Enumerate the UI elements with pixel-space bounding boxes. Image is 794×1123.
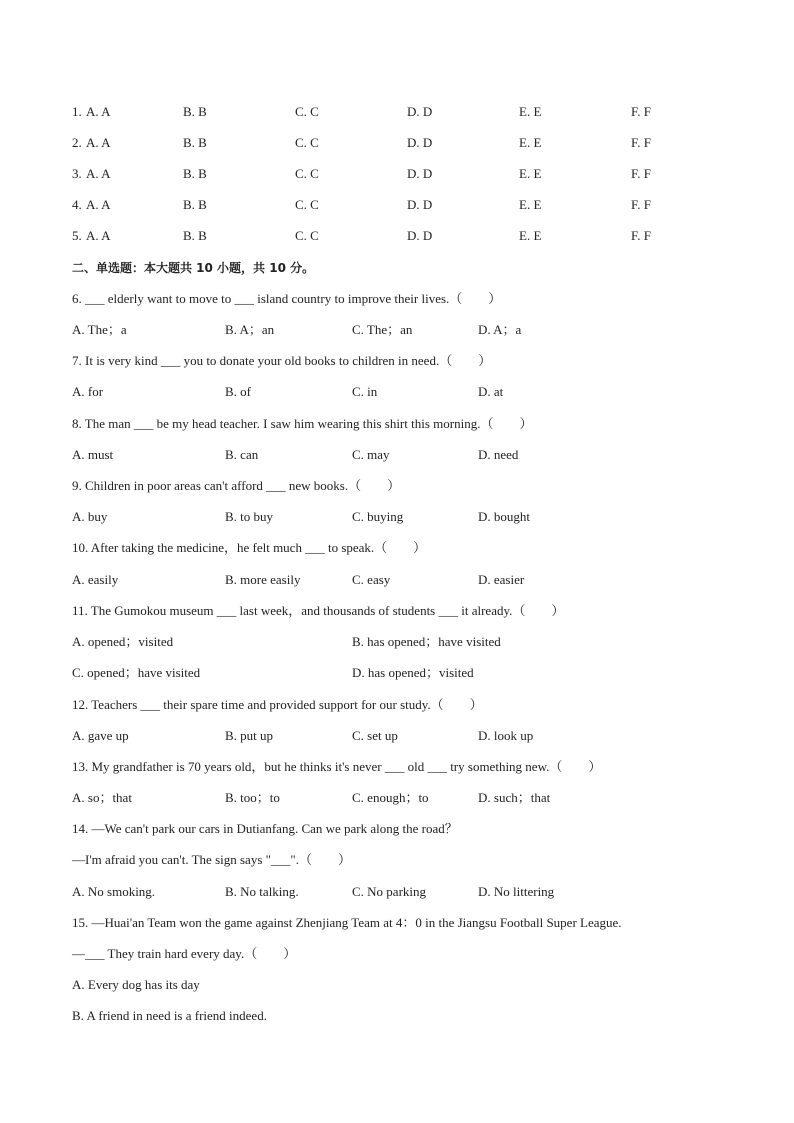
option-d[interactable]: D. D bbox=[407, 166, 433, 181]
option-f[interactable]: F. F bbox=[631, 135, 651, 150]
option-a[interactable]: A. A bbox=[86, 166, 111, 181]
option-e[interactable]: E. E bbox=[519, 197, 542, 212]
option-d[interactable]: D. has opened；visited bbox=[352, 665, 474, 680]
answer-row-number: 3. bbox=[72, 166, 82, 181]
question-10-options bbox=[72, 572, 754, 588]
option-c[interactable]: C. enough；to bbox=[352, 790, 429, 805]
question-13-stem: 13. My grandfather is 70 years old，but he thinks it's never ___ old ___ try something new.（ ） bbox=[72, 759, 602, 774]
option-b[interactable]: B. B bbox=[183, 135, 207, 150]
option-f[interactable]: F. F bbox=[631, 104, 651, 119]
option-a[interactable]: A. A bbox=[86, 197, 111, 212]
option-c[interactable]: C. C bbox=[295, 166, 319, 181]
option-c[interactable]: C. C bbox=[295, 104, 319, 119]
option-b[interactable]: B. B bbox=[183, 166, 207, 181]
question-15-stem: 15. —Huai'an Team won the game against Zhenjiang Team at 4：0 in the Jiangsu Football Super League. bbox=[72, 915, 622, 930]
option-b[interactable]: B. B bbox=[183, 228, 207, 243]
question-9-stem: 9. Children in poor areas can't afford ___ new books.（ ） bbox=[72, 478, 401, 493]
option-b[interactable]: B. put up bbox=[225, 728, 274, 743]
option-b[interactable]: B. can bbox=[225, 447, 259, 462]
option-a[interactable]: A. so；that bbox=[72, 790, 132, 805]
option-c[interactable]: C. opened；have visited bbox=[72, 665, 201, 680]
option-b[interactable]: B. B bbox=[183, 197, 207, 212]
answer-row-2 bbox=[72, 135, 754, 151]
option-f[interactable]: F. F bbox=[631, 166, 651, 181]
question-11-options-row-2 bbox=[72, 665, 754, 681]
option-e[interactable]: E. E bbox=[519, 228, 542, 243]
option-a[interactable]: A. for bbox=[72, 384, 104, 399]
question-8-options bbox=[72, 447, 754, 463]
option-f[interactable]: F. F bbox=[631, 228, 651, 243]
option-e[interactable]: E. E bbox=[519, 135, 542, 150]
option-d[interactable]: D. D bbox=[407, 135, 433, 150]
question-6-stem: 6. ___ elderly want to move to ___ island country to improve their lives.（ ） bbox=[72, 291, 502, 306]
option-c[interactable]: C. The；an bbox=[352, 322, 413, 337]
option-b[interactable]: B. B bbox=[183, 104, 207, 119]
option-b[interactable]: B. A friend in need is a friend indeed. bbox=[72, 1008, 267, 1023]
option-f[interactable]: F. F bbox=[631, 197, 651, 212]
option-c[interactable]: C. C bbox=[295, 135, 319, 150]
question-15-stem-response: —___ They train hard every day.（ ） bbox=[72, 946, 297, 961]
option-d[interactable]: D. bought bbox=[478, 509, 530, 524]
option-a[interactable]: A. buy bbox=[72, 509, 108, 524]
question-10-stem: 10. After taking the medicine，he felt much ___ to speak.（ ） bbox=[72, 540, 427, 555]
option-b[interactable]: B. has opened；have visited bbox=[352, 634, 501, 649]
option-b[interactable]: B. No talking. bbox=[225, 884, 299, 899]
option-c[interactable]: C. in bbox=[352, 384, 378, 399]
question-6-options bbox=[72, 322, 754, 338]
option-c[interactable]: C. may bbox=[352, 447, 390, 462]
option-a[interactable]: A. The；a bbox=[72, 322, 127, 337]
option-d[interactable]: D. No littering bbox=[478, 884, 555, 899]
option-a[interactable]: A. No smoking. bbox=[72, 884, 156, 899]
option-c[interactable]: C. buying bbox=[352, 509, 404, 524]
option-c[interactable]: C. No parking bbox=[352, 884, 427, 899]
answer-row-number: 4. bbox=[72, 197, 82, 212]
answer-row-1 bbox=[72, 104, 754, 120]
option-b[interactable]: B. too；to bbox=[225, 790, 280, 805]
option-a[interactable]: A. A bbox=[86, 135, 111, 150]
question-12-options bbox=[72, 728, 754, 744]
option-e[interactable]: E. E bbox=[519, 104, 542, 119]
answer-row-3 bbox=[72, 166, 754, 182]
option-a[interactable]: A. Every dog has its day bbox=[72, 977, 200, 992]
option-a[interactable]: A. gave up bbox=[72, 728, 129, 743]
option-a[interactable]: A. must bbox=[72, 447, 114, 462]
question-8-stem: 8. The man ___ be my head teacher. I saw him wearing this shirt this morning.（ ） bbox=[72, 416, 533, 431]
question-13-options bbox=[72, 790, 754, 806]
option-a[interactable]: A. A bbox=[86, 228, 111, 243]
option-d[interactable]: D. A；a bbox=[478, 322, 522, 337]
answer-row-number: 1. bbox=[72, 104, 82, 119]
option-b[interactable]: B. more easily bbox=[225, 572, 301, 587]
option-e[interactable]: E. E bbox=[519, 166, 542, 181]
option-a[interactable]: A. A bbox=[86, 104, 111, 119]
option-a[interactable]: A. easily bbox=[72, 572, 119, 587]
option-a[interactable]: A. opened；visited bbox=[72, 634, 174, 649]
question-14-stem-response: —I'm afraid you can't. The sign says "___".（ ） bbox=[72, 852, 351, 867]
option-d[interactable]: D. need bbox=[478, 447, 519, 462]
option-d[interactable]: D. at bbox=[478, 384, 504, 399]
option-c[interactable]: C. C bbox=[295, 197, 319, 212]
option-d[interactable]: D. such；that bbox=[478, 790, 551, 805]
option-b[interactable]: B. of bbox=[225, 384, 251, 399]
option-d[interactable]: D. look up bbox=[478, 728, 534, 743]
option-c[interactable]: C. easy bbox=[352, 572, 391, 587]
answer-row-4 bbox=[72, 197, 754, 213]
option-d[interactable]: D. D bbox=[407, 228, 433, 243]
question-7-options bbox=[72, 384, 754, 400]
question-7-stem: 7. It is very kind ___ you to donate your old books to children in need.（ ） bbox=[72, 353, 492, 368]
option-d[interactable]: D. easier bbox=[478, 572, 525, 587]
question-11-options-row-1 bbox=[72, 634, 754, 650]
option-b[interactable]: B. A；an bbox=[225, 322, 275, 337]
option-b[interactable]: B. to buy bbox=[225, 509, 274, 524]
section-title: 二、单选题：本大题共 10 小题，共 10 分。 bbox=[72, 261, 315, 275]
answer-row-number: 2. bbox=[72, 135, 82, 150]
answer-row-5 bbox=[72, 228, 754, 244]
question-11-stem: 11. The Gumokou museum ___ last week，and thousands of students ___ it already.（ ） bbox=[72, 603, 565, 618]
option-c[interactable]: C. set up bbox=[352, 728, 398, 743]
question-14-options bbox=[72, 884, 754, 900]
option-d[interactable]: D. D bbox=[407, 104, 433, 119]
answer-row-number: 5. bbox=[72, 228, 82, 243]
option-c[interactable]: C. C bbox=[295, 228, 319, 243]
question-12-stem: 12. Teachers ___ their spare time and provided support for our study.（ ） bbox=[72, 697, 483, 712]
option-d[interactable]: D. D bbox=[407, 197, 433, 212]
question-14-stem: 14. —We can't park our cars in Dutianfang. Can we park along the road？ bbox=[72, 821, 458, 836]
question-9-options bbox=[72, 509, 754, 525]
